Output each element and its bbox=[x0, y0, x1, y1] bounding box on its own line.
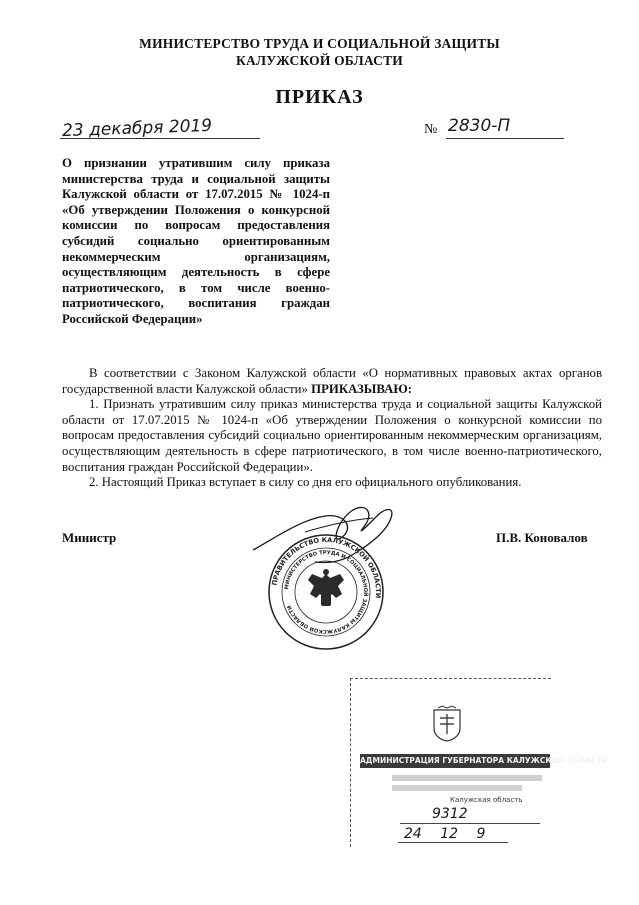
stamp-number-underline bbox=[400, 823, 540, 824]
ministry-header bbox=[0, 35, 639, 69]
handwritten-date: 23 декабря 2019 bbox=[61, 115, 213, 142]
order-item-1: 1. Признать утратившим силу приказ министерства труда и социальной защиты Калужской области от 17.07.2015 № 1024-п «Об утверждении Положения о конкурсной комиссии по вопросам предоставления субсидий социально ориентированным некоммерческим организациям, осуществляющим деятельность в сфере патриотического, в том числе военно-патриотического, воспитания граждан Российской Федерации». bbox=[62, 397, 602, 474]
official-seal bbox=[266, 532, 386, 652]
stamp-faded-line bbox=[392, 785, 522, 791]
signatory-position: Министр bbox=[62, 530, 117, 545]
seal-inner-text: МИНИСТЕРСТВО ТРУДА И СОЦИАЛЬНОЙ ЗАЩИТЫ КАЛУЖСКОЙ ОБЛАСТИ bbox=[284, 549, 369, 635]
document-subject: О признании утратившим силу приказа министерства труда и социальной защиты Калужской области от 17.07.2015 № 1024-п «Об утверждении Положения о конкурсной комиссии по вопросам предоставления субсидий социально ориентированным некоммерческим организациям, осуществляющим деятельность в сфере патриотического, в том числе военно-патриотического, воспитания граждан Российской Федерации» bbox=[62, 156, 330, 326]
stamp-registration-number: 9312 bbox=[432, 806, 468, 822]
preamble-text: В соответствии с Законом Калужской области «О нормативных правовых актах органов государственной власти Калужской области» bbox=[62, 366, 602, 396]
handwritten-number: 2830-П bbox=[448, 116, 511, 136]
ministry-name-line1: МИНИСТЕРСТВО ТРУДА И СОЦИАЛЬНОЙ ЗАЩИТЫ bbox=[139, 36, 500, 51]
document-body bbox=[62, 366, 602, 491]
stamp-date-underline bbox=[398, 842, 508, 843]
document-title: ПРИКАЗ bbox=[275, 86, 364, 108]
date-underline bbox=[60, 138, 260, 139]
preamble-paragraph bbox=[62, 366, 602, 397]
ministry-name-line2: КАЛУЖСКОЙ ОБЛАСТИ bbox=[236, 53, 403, 68]
order-item-2: 2. Настоящий Приказ вступает в силу со дня его официального опубликования. bbox=[89, 475, 522, 490]
double-headed-eagle-icon bbox=[308, 569, 344, 606]
number-sign: № bbox=[424, 122, 438, 137]
stamp-registration-date: 24 12 9 bbox=[404, 826, 486, 842]
stamp-organization-bar: АДМИНИСТРАЦИЯ ГУБЕРНАТОРА КАЛУЖСКОЙ ОБЛАСТИ bbox=[360, 754, 550, 768]
stamp-faded-line bbox=[392, 775, 542, 781]
order-word: ПРИКАЗЫВАЮ: bbox=[311, 381, 413, 396]
coat-of-arms-icon bbox=[430, 706, 464, 742]
number-underline bbox=[446, 138, 564, 139]
signatory-name: П.В. Коновалов bbox=[496, 530, 588, 545]
seal-outer-text: ПРАВИТЕЛЬСТВО КАЛУЖСКОЙ ОБЛАСТИ bbox=[270, 535, 383, 599]
stamp-region: Калужская область bbox=[450, 796, 523, 804]
